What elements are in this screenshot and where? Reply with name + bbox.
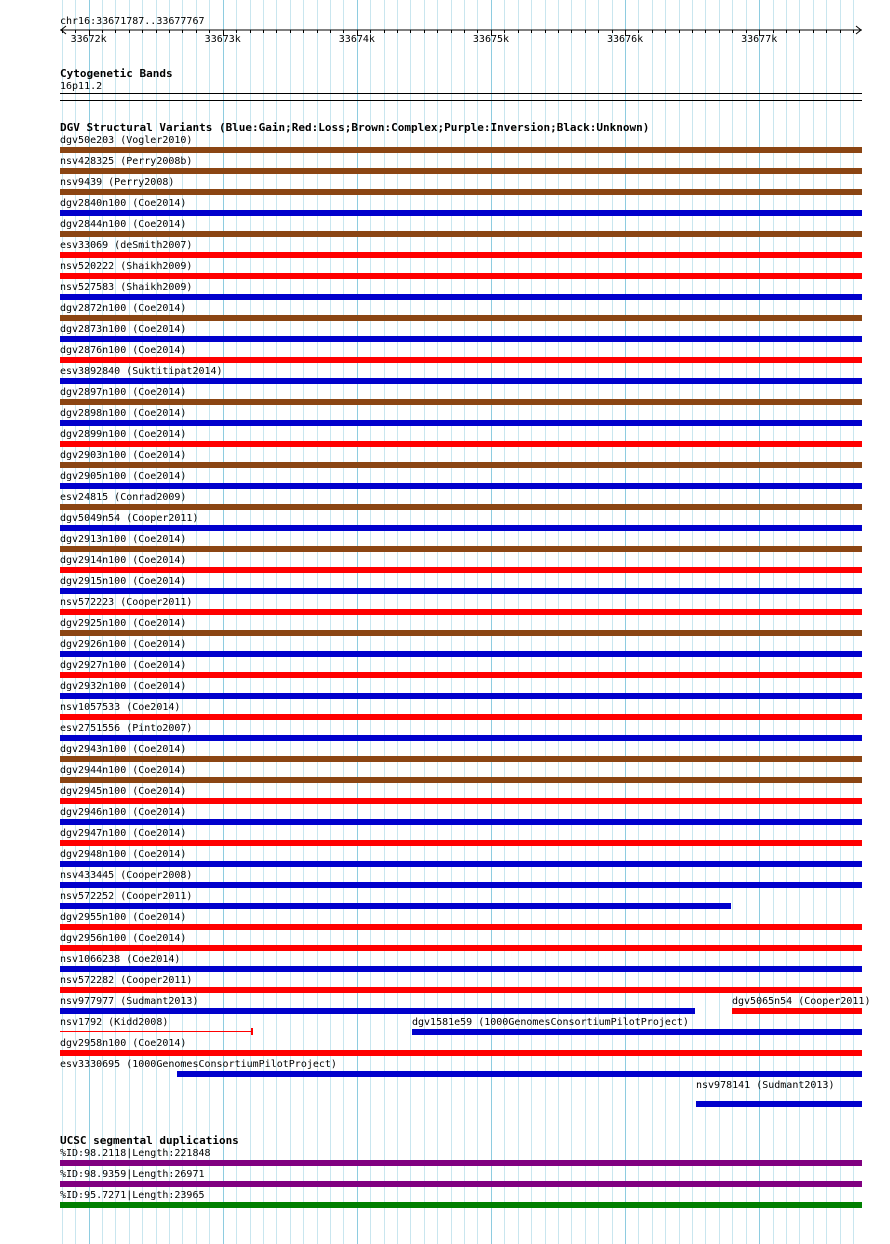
feature-bar[interactable]	[696, 1101, 862, 1107]
feature-bar[interactable]	[60, 336, 862, 342]
location-label: chr16:33671787..33677767	[60, 16, 205, 27]
ruler-tick-label: 33674k	[338, 34, 375, 45]
feature-bar[interactable]	[60, 462, 862, 468]
feature-label[interactable]: dgv2905n100 (Coe2014)	[60, 471, 187, 482]
feature-bar[interactable]	[177, 1071, 862, 1077]
feature-bar-end-cap	[251, 1028, 253, 1035]
feature-label[interactable]: nsv978141 (Sudmant2013)	[696, 1080, 835, 1091]
feature-label[interactable]: dgv2925n100 (Coe2014)	[60, 618, 187, 629]
feature-bar[interactable]	[60, 840, 862, 846]
feature-bar[interactable]	[60, 630, 862, 636]
feature-bar[interactable]	[60, 966, 862, 972]
ruler-tick-label: 33677k	[741, 34, 778, 45]
feature-label[interactable]: dgv2945n100 (Coe2014)	[60, 786, 187, 797]
feature-label[interactable]: dgv2932n100 (Coe2014)	[60, 681, 187, 692]
segdup-label[interactable]: %ID:95.7271|Length:23965	[60, 1190, 205, 1201]
feature-bar[interactable]	[60, 525, 862, 531]
feature-label[interactable]: nsv1057533 (Coe2014)	[60, 702, 181, 713]
feature-label[interactable]: dgv2943n100 (Coe2014)	[60, 744, 187, 755]
feature-label[interactable]: dgv2956n100 (Coe2014)	[60, 933, 187, 944]
feature-label[interactable]: nsv520222 (Shaikh2009)	[60, 261, 193, 272]
segdup-bar[interactable]	[60, 1181, 862, 1187]
feature-label[interactable]: dgv2946n100 (Coe2014)	[60, 807, 187, 818]
feature-label[interactable]: esv2751556 (Pinto2007)	[60, 723, 193, 734]
feature-bar[interactable]	[60, 798, 862, 804]
feature-bar[interactable]	[60, 147, 862, 153]
cytoband-track-title: Cytogenetic Bands	[60, 67, 173, 80]
feature-label[interactable]: dgv2899n100 (Coe2014)	[60, 429, 187, 440]
feature-bar[interactable]	[60, 441, 862, 447]
feature-bar[interactable]	[60, 882, 862, 888]
feature-bar[interactable]	[60, 861, 862, 867]
feature-bar[interactable]	[60, 231, 862, 237]
feature-label[interactable]: nsv9439 (Perry2008)	[60, 177, 175, 188]
feature-label[interactable]: dgv2958n100 (Coe2014)	[60, 1038, 187, 1049]
feature-label[interactable]: dgv2898n100 (Coe2014)	[60, 408, 187, 419]
dgv-track-title: DGV Structural Variants (Blue:Gain;Red:Loss;Brown:Complex;Purple:Inversion;Black:Unknown)	[60, 121, 650, 134]
feature-bar[interactable]	[60, 1031, 252, 1032]
ruler-tick-label: 33675k	[472, 34, 510, 45]
feature-bar[interactable]	[60, 756, 862, 762]
feature-bar[interactable]	[732, 1008, 862, 1014]
feature-label[interactable]: nsv1792 (Kidd2008)	[60, 1017, 169, 1028]
feature-label[interactable]: esv3330695 (1000GenomesConsortiumPilotProject)	[60, 1059, 337, 1070]
feature-bar[interactable]	[60, 567, 862, 573]
feature-label[interactable]: esv33069 (deSmith2007)	[60, 240, 193, 251]
feature-label[interactable]: nsv527583 (Shaikh2009)	[60, 282, 193, 293]
feature-label[interactable]: dgv2903n100 (Coe2014)	[60, 450, 187, 461]
feature-bar[interactable]	[60, 189, 862, 195]
feature-label[interactable]: dgv2915n100 (Coe2014)	[60, 576, 187, 587]
feature-bar[interactable]	[60, 210, 862, 216]
feature-label[interactable]: esv3892840 (Suktitipat2014)	[60, 366, 223, 377]
feature-label[interactable]: dgv2876n100 (Coe2014)	[60, 345, 187, 356]
segdup-track-title: UCSC segmental duplications	[60, 1134, 239, 1147]
cytoband-bar-bottom	[60, 100, 862, 101]
feature-bar[interactable]	[60, 252, 862, 258]
feature-bar[interactable]	[60, 168, 862, 174]
feature-label[interactable]: dgv2947n100 (Coe2014)	[60, 828, 187, 839]
feature-label[interactable]: nsv572223 (Cooper2011)	[60, 597, 193, 608]
feature-bar[interactable]	[60, 903, 731, 909]
feature-label[interactable]: nsv428325 (Perry2008b)	[60, 156, 193, 167]
feature-label[interactable]: esv24815 (Conrad2009)	[60, 492, 187, 503]
feature-bar[interactable]	[60, 399, 862, 405]
feature-bar[interactable]	[60, 987, 862, 993]
feature-bar[interactable]	[60, 483, 862, 489]
feature-label[interactable]: nsv977977 (Sudmant2013)	[60, 996, 199, 1007]
cytoband-label: 16p11.2	[60, 81, 103, 92]
feature-bar[interactable]	[60, 819, 862, 825]
ruler-tick-label: 33676k	[607, 34, 644, 45]
feature-bar[interactable]	[60, 777, 862, 783]
feature-label[interactable]: dgv2913n100 (Coe2014)	[60, 534, 187, 545]
feature-bar[interactable]	[60, 504, 862, 510]
feature-bar[interactable]	[60, 714, 862, 720]
feature-bar[interactable]	[60, 273, 862, 279]
ruler-tick-label: 33672k	[70, 34, 107, 45]
feature-label[interactable]: dgv1581e59 (1000GenomesConsortiumPilotProject)	[412, 1017, 689, 1028]
feature-label[interactable]: dgv2844n100 (Coe2014)	[60, 219, 187, 230]
feature-label[interactable]: dgv2873n100 (Coe2014)	[60, 324, 187, 335]
feature-label[interactable]: dgv2872n100 (Coe2014)	[60, 303, 187, 314]
feature-bar[interactable]	[60, 378, 862, 384]
feature-bar[interactable]	[60, 945, 862, 951]
feature-bar[interactable]	[60, 420, 862, 426]
feature-bar[interactable]	[60, 735, 862, 741]
feature-bar[interactable]	[60, 315, 862, 321]
feature-label[interactable]: dgv2926n100 (Coe2014)	[60, 639, 187, 650]
feature-bar[interactable]	[60, 924, 862, 930]
feature-label[interactable]: dgv2948n100 (Coe2014)	[60, 849, 187, 860]
feature-bar[interactable]	[60, 546, 862, 552]
feature-label[interactable]: dgv2944n100 (Coe2014)	[60, 765, 187, 776]
feature-bar[interactable]	[60, 672, 862, 678]
feature-bar[interactable]	[412, 1029, 862, 1035]
feature-bar[interactable]	[60, 609, 862, 615]
feature-label[interactable]: nsv1066238 (Coe2014)	[60, 954, 181, 965]
segdup-bar[interactable]	[60, 1160, 862, 1166]
segdup-label[interactable]: %ID:98.2118|Length:221848	[60, 1148, 211, 1159]
feature-label[interactable]: nsv572252 (Cooper2011)	[60, 891, 193, 902]
feature-bar[interactable]	[60, 357, 862, 363]
feature-label[interactable]: dgv5049n54 (Cooper2011)	[60, 513, 199, 524]
feature-label[interactable]: nsv572282 (Cooper2011)	[60, 975, 193, 986]
ruler-tick-label: 33673k	[204, 34, 241, 45]
feature-bar[interactable]	[60, 1008, 695, 1014]
feature-bar[interactable]	[60, 588, 862, 594]
feature-label[interactable]: nsv433445 (Cooper2008)	[60, 870, 193, 881]
feature-label[interactable]: dgv2955n100 (Coe2014)	[60, 912, 187, 923]
feature-bar[interactable]	[60, 693, 862, 699]
feature-label[interactable]: dgv5065n54 (Cooper2011)	[732, 996, 871, 1007]
feature-label[interactable]: dgv50e203 (Vogler2010)	[60, 135, 193, 146]
segdup-bar[interactable]	[60, 1202, 862, 1208]
segdup-label[interactable]: %ID:98.9359|Length:26971	[60, 1169, 205, 1180]
cytoband-bar-top	[60, 93, 862, 94]
feature-label[interactable]: dgv2914n100 (Coe2014)	[60, 555, 187, 566]
feature-label[interactable]: dgv2840n100 (Coe2014)	[60, 198, 187, 209]
feature-label[interactable]: dgv2927n100 (Coe2014)	[60, 660, 187, 671]
feature-bar[interactable]	[60, 1050, 862, 1056]
feature-label[interactable]: dgv2897n100 (Coe2014)	[60, 387, 187, 398]
feature-bar[interactable]	[60, 651, 862, 657]
feature-bar[interactable]	[60, 294, 862, 300]
